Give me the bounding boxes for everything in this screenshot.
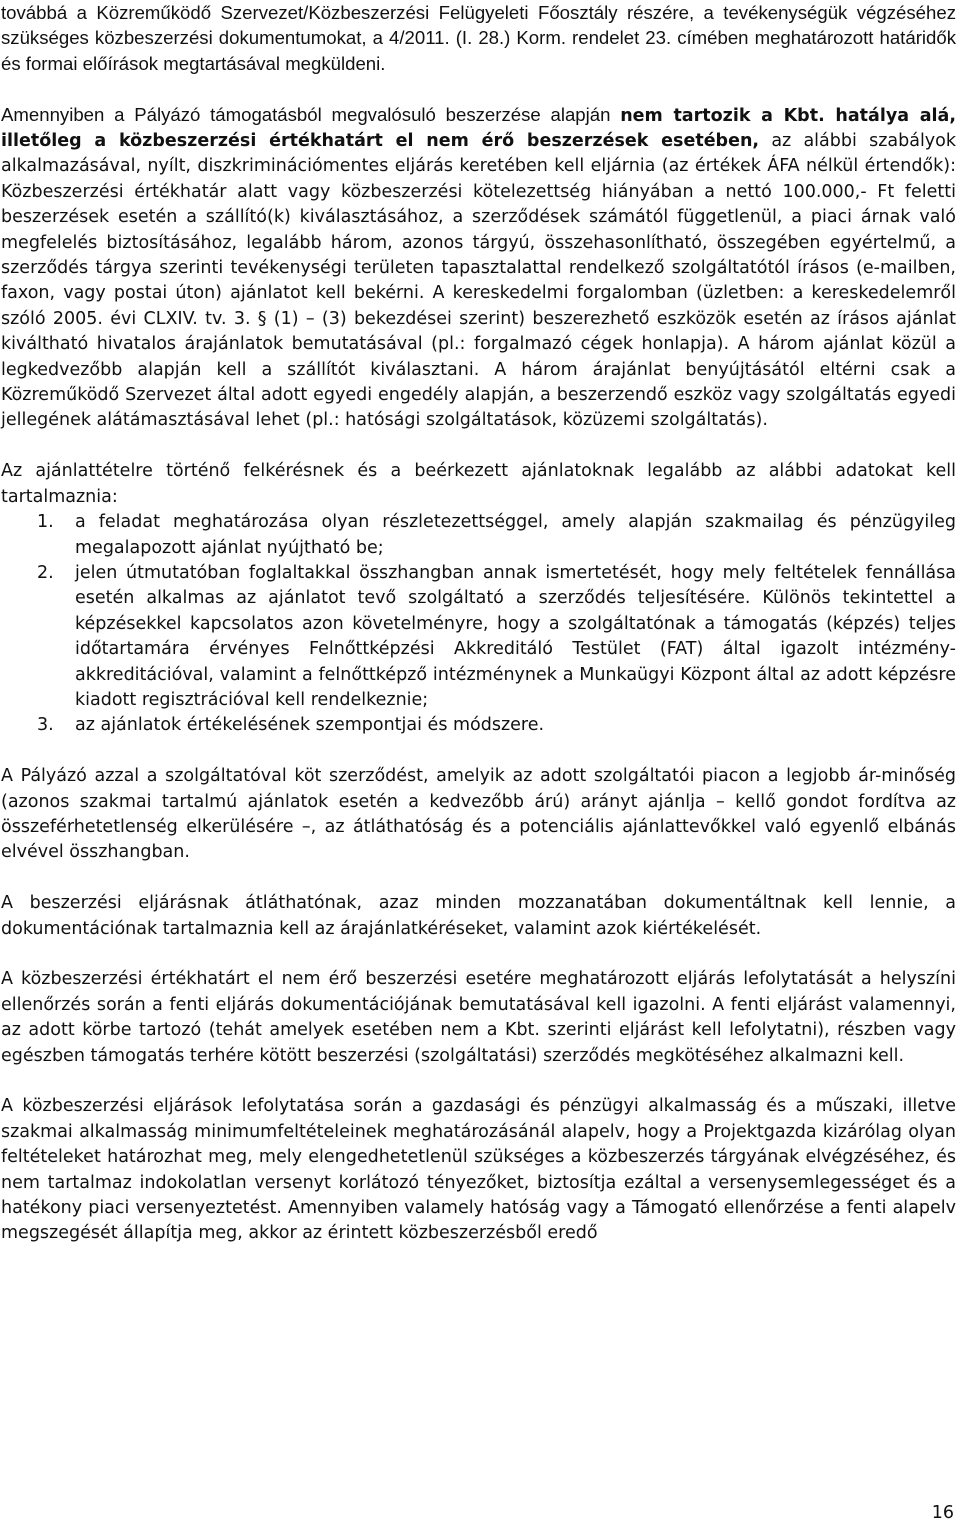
list-item-text: a feladat meghatározása olyan részletezettséggel, amely alapján szakmailag és pénzügyileg megalapozott ajánlat nyújtható be;	[75, 512, 956, 558]
paragraph-procurement-rules	[1, 102, 956, 434]
list-item	[1, 713, 956, 738]
list-item-number: 2.	[37, 562, 54, 583]
paragraph-eligibility-principles: A közbeszerzési eljárások lefolytatása során a gazdasági és pénzügyi alkalmasság és a műszaki, illetve szakmai alkalmasság minimumfeltételeinek meghatározásánál alapelv, hogy a Projektgazda kizárólag olyan feltételeket határozhat meg, mely elengedhetetlenül szükséges a közbeszerzés tárgyának elvégzéséhez, és nem tartalmaz indokolatlan versenyt korlátozó tényezőket, biztosítja ezáltal a versenysemlegességet és a hatékony piaci versenyeztetést. Amennyiben valamely hatóság vagy a Támogató ellenőrzése a fenti alapelv megszegését állapítja meg, akkor az érintett közbeszerzésből eredő	[1, 1096, 956, 1244]
list-item-number: 3.	[37, 715, 54, 736]
paragraph-spacer	[1, 866, 956, 891]
procurement-rules-bold: nem tartozik a Kbt. hatálya alá, illetőleg a közbeszerzési értékhatárt el nem érő beszerzések esetében,	[1, 105, 957, 152]
list-item	[1, 561, 956, 713]
procurement-rules-intro: Amennyiben a Pályázó támogatásból megvalósuló beszerzése alapján	[1, 103, 621, 125]
list-item	[1, 510, 956, 561]
list-item-text: jelen útmutatóban foglaltakkal összhangban annak ismertetését, hogy mely feltételek fennállása esetén alkalmas az ajánlatot tevő szolgáltató a szerződés teljesítésére. Különös tekintettel a képzésekkel kapcsolatos azon követelményre, hogy a szolgáltatónak a támogatás (képzés) teljes időtartamára érvényes Felnőttképzési Akkreditáló Testület (FAT) által igazolt intézmény-akkreditációval, valamint a felnőttképző intézménynek a Munkaügyi Központ által az adott képzésre kiadott regisztrációval kell rendelkeznie;	[75, 562, 956, 710]
paragraph-contract-selection: A Pályázó azzal a szolgáltatóval köt szerződést, amelyik az adott szolgáltatói piacon a legjobb ár-minőség (azonos szakmai tartalmú ajánlatok esetén a kedvezőbb árú) arányt ajánlja – kellő gondot fordítva az összeférhetetlenség elkerülésére –, az átláthatóság és a potenciális ajánlattevőkkel való egyenlő elbánás elvével összhangban.	[1, 766, 956, 863]
list-item-text: az ajánlatok értékelésének szempontjai és módszere.	[75, 715, 545, 736]
paragraph-transparency: A beszerzési eljárásnak átláthatónak, azaz minden mozzanatában dokumentáltnak kell lennie, a dokumentációnak tartalmaznia kell az árajánlatkéréseket, valamint azok kiértékelését.	[1, 893, 956, 939]
paragraph-spacer	[1, 942, 956, 967]
page-number: 16	[931, 1503, 954, 1523]
paragraph-verification: A közbeszerzési értékhatárt el nem érő beszerzési esetére meghatározott eljárás lefolytatását a helyszíni ellenőrzés során a fenti eljárás dokumentációjának bemutatásával kell igazolni. A fenti eljárást valamennyi, az adott körbe tartozó (tehát amelyek esetében nem a Kbt. szerinti eljárást kell lefolytatni), részben vagy egészben támogatás terhére kötött beszerzési (szolgáltatási) szerződés megkötéséhez alkalmazni kell.	[1, 969, 956, 1066]
paragraph-spacer	[1, 76, 956, 101]
paragraph-offer-requirements: Az ajánlattételre történő felkérésnek és a beérkezett ajánlatoknak legalább az alábbi adatokat kell tartalmaznia:	[1, 461, 956, 507]
list-item-number: 1.	[37, 512, 54, 533]
paragraph-submission: továbbá a Közreműködő Szervezet/Közbeszerzési Felügyeleti Főosztály részére, a tevékenységük végzéséhez szükséges közbeszerzési dokumentumokat, a 4/2011. (I. 28.) Korm. rendelet 23. címében meghatározott határidők és formai előírások megtartásával megküldeni.	[1, 2, 956, 74]
paragraph-spacer	[1, 739, 956, 764]
procurement-rules-body: az alábbi szabályok alkalmazásával, nyílt, diszkriminációmentes eljárás keretében kell eljárnia (az értékek ÁFA nélkül értendők): Közbeszerzési értékhatár alatt vagy közbeszerzési kötelezettség hiányában a nettó 100.000,- Ft feletti beszerzések esetén a szállító(k) kiválasztásához, a szerződések számától függetlenül, a piaci árnak való megfelelés biztosításához, legalább három, azonos tárgyú, összehasonlítható, összegében egyértelmű, a szerződés tárgya szerinti tevékenységi területen tapasztalattal rendelkező szolgáltatótól írásos (e-mailben, faxon, vagy postai úton) ajánlatot kell bekérni. A kereskedelmi forgalomban (üzletben: a kereskedelemről szóló 2005. évi CLXIV. tv. 3. § (1) – (3) bekezdései szerint) beszerezhető eszközök esetén az írásos ajánlat kiváltható hivatalos árajánlatok bemutatásával (pl.: forgalmazó cégek honlapja). A három ajánlat közül a legkedvezőbb alapján kell a szállítót kiválasztani. A három árajánlat benyújtásától eltérni csak a Közreműködő Szervezet által adott egyedi engedély alapján, a beszerzendő eszköz vagy szolgáltatás egyedi jellegének alátámasztásával lehet (pl.: hatósági szolgáltatások, közüzemi szolgáltatás).	[1, 131, 957, 431]
paragraph-spacer	[1, 1069, 956, 1094]
paragraph-spacer	[1, 434, 956, 459]
requirements-list	[1, 510, 956, 739]
